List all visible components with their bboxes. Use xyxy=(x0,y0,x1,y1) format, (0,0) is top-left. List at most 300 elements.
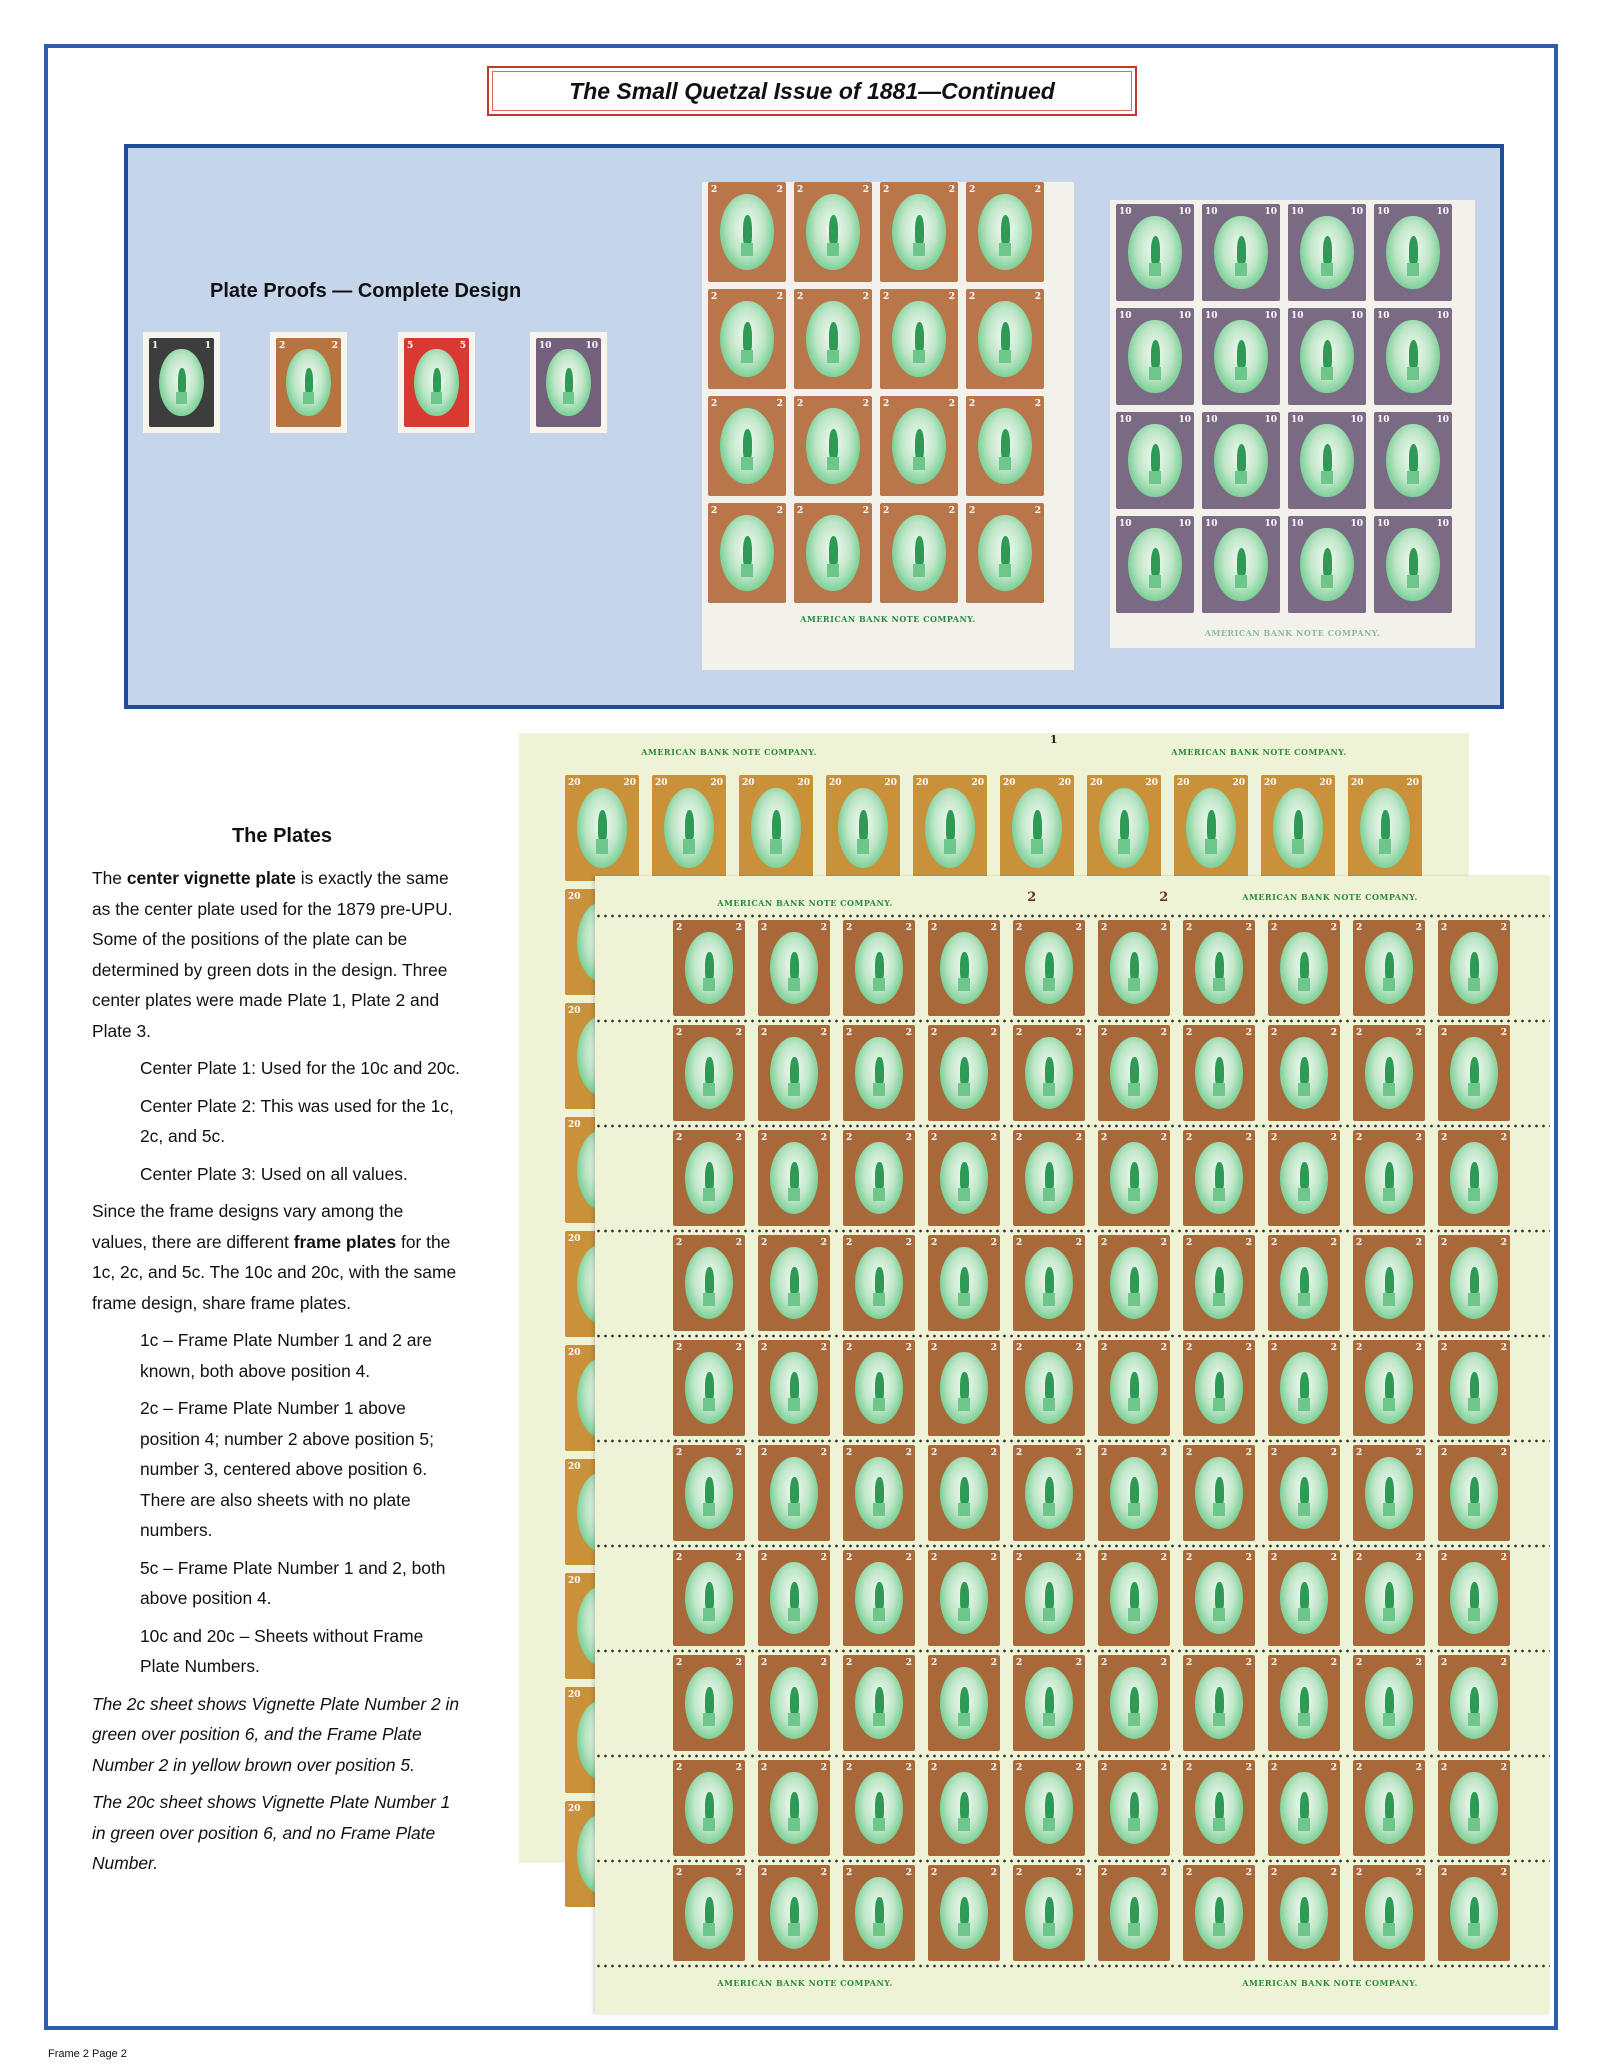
column-perch-icon xyxy=(1043,1083,1055,1096)
column-perch-icon xyxy=(827,564,840,578)
stamp-value-label: 2 xyxy=(1016,1763,1023,1773)
stamp-value-label: 10 xyxy=(1350,415,1363,425)
quetzal-bird-icon xyxy=(1470,952,1479,981)
stamp-value-label: 20 xyxy=(1090,778,1103,788)
column-perch-icon xyxy=(788,1293,800,1306)
stamp xyxy=(1202,204,1280,301)
stamp-value-label: 2 xyxy=(1441,1448,1448,1458)
stamp-vignette xyxy=(770,932,819,1005)
quetzal-bird-icon xyxy=(1470,1582,1479,1611)
quetzal-bird-icon xyxy=(960,1057,969,1086)
stamp-value-label: 2 xyxy=(1271,1868,1278,1878)
stamp-vignette xyxy=(855,1562,904,1635)
quetzal-bird-icon xyxy=(790,1057,799,1086)
stamp xyxy=(1353,1235,1425,1331)
column-perch-icon xyxy=(1128,1503,1140,1516)
column-perch-icon xyxy=(1213,978,1225,991)
quetzal-bird-icon xyxy=(705,1477,714,1506)
column-perch-icon xyxy=(1407,471,1420,484)
stamp xyxy=(1438,1025,1510,1121)
stamp-value-label: 2 xyxy=(1186,1238,1193,1248)
quetzal-bird-icon xyxy=(305,368,313,395)
stamp xyxy=(1353,1130,1425,1226)
stamp-vignette xyxy=(1365,1562,1414,1635)
stamp-vignette xyxy=(1300,320,1353,394)
stamp-value-label: 2 xyxy=(797,185,804,195)
block-10c-imprint: AMERICAN BANK NOTE COMPANY. xyxy=(1204,628,1381,638)
quetzal-bird-icon xyxy=(1045,1162,1054,1191)
stamp-value-label: 2 xyxy=(1186,1028,1193,1038)
stamp-value-label: 2 xyxy=(331,341,338,351)
quetzal-bird-icon xyxy=(1385,1162,1394,1191)
stamp-vignette xyxy=(1110,1877,1159,1950)
quetzal-bird-icon xyxy=(705,952,714,981)
stamp xyxy=(673,920,745,1016)
stamp-value-label: 1 xyxy=(204,341,211,351)
stamp-vignette xyxy=(1110,1562,1159,1635)
quetzal-bird-icon xyxy=(1300,952,1309,981)
quetzal-bird-icon xyxy=(1215,1162,1224,1191)
quetzal-bird-icon xyxy=(705,1687,714,1716)
stamp-value-label: 2 xyxy=(797,506,804,516)
quetzal-bird-icon xyxy=(178,368,186,395)
stamp xyxy=(739,775,813,881)
stamp xyxy=(1098,1550,1170,1646)
proof-block-2c xyxy=(702,182,1074,670)
column-perch-icon xyxy=(873,1398,885,1411)
column-perch-icon xyxy=(1043,1923,1055,1936)
sheet-2c-plate-number-b: 2 xyxy=(1159,890,1169,905)
column-perch-icon xyxy=(873,1818,885,1831)
stamp-vignette xyxy=(940,1877,989,1950)
quetzal-bird-icon xyxy=(915,215,925,245)
quetzal-bird-icon xyxy=(565,368,573,395)
stamp-vignette xyxy=(1195,1772,1244,1845)
stamp-value-label: 2 xyxy=(1330,1343,1337,1353)
stamp-vignette xyxy=(1110,1037,1159,1110)
stamp-value-label: 20 xyxy=(568,892,581,902)
stamp-value-label: 2 xyxy=(1016,1868,1023,1878)
stamp xyxy=(1268,1340,1340,1436)
stamp-value-label: 10 xyxy=(1119,415,1132,425)
stamp-value-label: 2 xyxy=(883,399,890,409)
stamp-value-label: 2 xyxy=(969,292,976,302)
stamp-vignette xyxy=(892,515,945,591)
quetzal-bird-icon xyxy=(1130,1267,1139,1296)
stamp-vignette xyxy=(978,301,1031,377)
stamp-value-label: 10 xyxy=(1291,519,1304,529)
stamp-value-label: 2 xyxy=(1034,506,1041,516)
stamp-value-label: 2 xyxy=(1330,1448,1337,1458)
stamp-value-label: 10 xyxy=(1178,415,1191,425)
quetzal-bird-icon xyxy=(960,1687,969,1716)
stamp xyxy=(880,182,958,282)
quetzal-bird-icon xyxy=(1130,1582,1139,1611)
stamp-value-label: 2 xyxy=(862,185,869,195)
stamp-value-label: 20 xyxy=(568,778,581,788)
stamp-vignette xyxy=(685,932,734,1005)
stamp-vignette xyxy=(1214,528,1267,602)
stamp xyxy=(1013,920,1085,1016)
stamp-value-label: 2 xyxy=(1271,1238,1278,1248)
column-perch-icon xyxy=(1128,978,1140,991)
stamp xyxy=(1116,412,1194,509)
quetzal-bird-icon xyxy=(705,1162,714,1191)
quetzal-bird-icon xyxy=(1215,1687,1224,1716)
stamp-value-label: 2 xyxy=(1500,1448,1507,1458)
column-perch-icon xyxy=(1407,575,1420,588)
stamp xyxy=(758,1865,830,1961)
quetzal-bird-icon xyxy=(1385,1372,1394,1401)
stamp-value-label: 20 xyxy=(568,1690,581,1700)
stamp-value-label: 2 xyxy=(1356,1343,1363,1353)
perforation-row xyxy=(595,1544,1550,1548)
quetzal-bird-icon xyxy=(1130,1792,1139,1821)
stamp-vignette xyxy=(855,1352,904,1425)
column-perch-icon xyxy=(958,1293,970,1306)
stamp-value-label: 2 xyxy=(990,1868,997,1878)
stamp-value-label: 2 xyxy=(1016,1658,1023,1668)
stamp-value-label: 20 xyxy=(1319,778,1332,788)
stamp-vignette xyxy=(1110,1667,1159,1740)
stamp-value-label: 2 xyxy=(969,506,976,516)
stamp xyxy=(1116,308,1194,405)
stamp-vignette xyxy=(1195,1352,1244,1425)
column-perch-icon xyxy=(1321,575,1334,588)
quetzal-bird-icon xyxy=(829,429,839,459)
stamp-value-label: 2 xyxy=(846,1868,853,1878)
column-perch-icon xyxy=(1205,839,1217,853)
stamp xyxy=(1116,516,1194,613)
perforation-row xyxy=(595,1124,1550,1128)
quetzal-bird-icon xyxy=(1385,1057,1394,1086)
stamp-value-label: 2 xyxy=(676,1868,683,1878)
stamp-vignette xyxy=(1280,1457,1329,1530)
stamp-value-label: 2 xyxy=(1356,1763,1363,1773)
stamp xyxy=(928,920,1000,1016)
stamp xyxy=(758,1235,830,1331)
quetzal-bird-icon xyxy=(1323,340,1333,369)
stamp-value-label: 2 xyxy=(1034,185,1041,195)
column-perch-icon xyxy=(703,1818,715,1831)
stamp-vignette xyxy=(685,1877,734,1950)
stamp xyxy=(708,182,786,282)
quetzal-bird-icon xyxy=(1130,1687,1139,1716)
column-perch-icon xyxy=(1407,263,1420,276)
stamp-vignette xyxy=(1365,1352,1414,1425)
quetzal-bird-icon xyxy=(915,322,925,352)
quetzal-bird-icon xyxy=(875,1162,884,1191)
stamp-value-label: 2 xyxy=(1245,923,1252,933)
stamp-value-label: 2 xyxy=(1415,1448,1422,1458)
stamp xyxy=(1353,1865,1425,1961)
quetzal-bird-icon xyxy=(1470,1477,1479,1506)
stamp-value-label: 2 xyxy=(1415,1028,1422,1038)
quetzal-bird-icon xyxy=(1045,952,1054,981)
stamp-value-label: 20 xyxy=(568,1120,581,1130)
stamp-value-label: 2 xyxy=(797,292,804,302)
stamp-value-label: 2 xyxy=(969,185,976,195)
stamp-vignette xyxy=(1099,788,1149,869)
stamp xyxy=(928,1235,1000,1331)
quetzal-bird-icon xyxy=(1385,952,1394,981)
stamp-value-label: 2 xyxy=(820,1238,827,1248)
quetzal-bird-icon xyxy=(960,1897,969,1926)
column-perch-icon xyxy=(1468,1188,1480,1201)
column-perch-icon xyxy=(913,350,926,364)
stamp-vignette xyxy=(1450,1247,1499,1320)
stamp-vignette xyxy=(1450,1142,1499,1215)
stamp-value-label: 2 xyxy=(1034,399,1041,409)
stamp xyxy=(652,775,726,881)
column-perch-icon xyxy=(1235,263,1248,276)
stamp-value-label: 2 xyxy=(1356,1238,1363,1248)
stamp-value-label: 2 xyxy=(990,1553,997,1563)
stamp-value-label: 2 xyxy=(905,1448,912,1458)
column-perch-icon xyxy=(788,1818,800,1831)
stamp-vignette xyxy=(685,1772,734,1845)
stamp xyxy=(673,1655,745,1751)
quetzal-bird-icon xyxy=(1151,548,1161,577)
quetzal-bird-icon xyxy=(1215,1057,1224,1086)
quetzal-bird-icon xyxy=(743,536,753,566)
quetzal-bird-icon xyxy=(875,1267,884,1296)
stamp-value-label: 2 xyxy=(1245,1868,1252,1878)
stamp xyxy=(928,1025,1000,1121)
stamp-value-label: 2 xyxy=(990,1343,997,1353)
stamp-value-label: 2 xyxy=(676,1343,683,1353)
stamp xyxy=(1098,1130,1170,1226)
stamp-vignette xyxy=(1386,216,1439,290)
stamp-vignette xyxy=(1365,1142,1414,1215)
stamp-value-label: 2 xyxy=(761,1133,768,1143)
stamp-vignette xyxy=(1280,932,1329,1005)
stamp-value-label: 2 xyxy=(931,1553,938,1563)
column-perch-icon xyxy=(1298,1398,1310,1411)
column-perch-icon xyxy=(1383,1188,1395,1201)
stamp-vignette xyxy=(1300,528,1353,602)
block-2c-imprint: AMERICAN BANK NOTE COMPANY. xyxy=(800,614,976,624)
stamp-vignette xyxy=(1280,1667,1329,1740)
quetzal-bird-icon xyxy=(743,429,753,459)
proof-single-10c xyxy=(530,332,607,433)
stamp-vignette xyxy=(1280,1772,1329,1845)
stamp-value-label: 10 xyxy=(1119,311,1132,321)
quetzal-bird-icon xyxy=(790,1372,799,1401)
sheet-20c-imprint-left: AMERICAN BANK NOTE COMPANY. xyxy=(641,747,817,757)
column-perch-icon xyxy=(1149,575,1162,588)
stamp-vignette xyxy=(1025,1037,1074,1110)
stamp-value-label: 20 xyxy=(971,778,984,788)
column-perch-icon xyxy=(1383,1713,1395,1726)
stamp-value-label: 2 xyxy=(1245,1238,1252,1248)
stamp-value-label: 2 xyxy=(969,399,976,409)
stamp-value-label: 2 xyxy=(1186,1658,1193,1668)
stamp xyxy=(1261,775,1335,881)
stamp-value-label: 20 xyxy=(884,778,897,788)
column-perch-icon xyxy=(1213,1818,1225,1831)
stamp-vignette xyxy=(286,349,330,417)
stamp-vignette xyxy=(1360,788,1410,869)
stamp-vignette xyxy=(1195,932,1244,1005)
quetzal-bird-icon xyxy=(1323,444,1333,473)
paragraph-frame-plates: Since the frame designs vary among the values, there are different frame plates for the 1c, 2c, and 5c. The 10c and 20c, with the same frame design, share frame plates. xyxy=(92,1201,457,1313)
column-perch-icon xyxy=(788,1608,800,1621)
quetzal-bird-icon xyxy=(960,1162,969,1191)
column-perch-icon xyxy=(1379,839,1391,853)
stamp-value-label: 2 xyxy=(1415,1553,1422,1563)
stamp-value-label: 2 xyxy=(711,506,718,516)
stamp xyxy=(1268,920,1340,1016)
quetzal-bird-icon xyxy=(1385,1267,1394,1296)
stamp-value-label: 2 xyxy=(1160,1028,1167,1038)
column-perch-icon xyxy=(1383,1503,1395,1516)
stamp xyxy=(1013,1655,1085,1751)
stamp xyxy=(1353,920,1425,1016)
stamp-value-label: 2 xyxy=(676,1448,683,1458)
stamp xyxy=(673,1865,745,1961)
stamp-vignette xyxy=(770,1037,819,1110)
stamp-vignette xyxy=(1195,1037,1244,1110)
column-perch-icon xyxy=(1292,839,1304,853)
stamp-value-label: 2 xyxy=(1500,923,1507,933)
stamp xyxy=(1202,516,1280,613)
quetzal-bird-icon xyxy=(1385,1897,1394,1926)
stamp xyxy=(536,338,601,427)
quetzal-bird-icon xyxy=(1300,1057,1309,1086)
column-perch-icon xyxy=(1128,1083,1140,1096)
column-perch-icon xyxy=(1043,978,1055,991)
quetzal-bird-icon xyxy=(1470,1792,1479,1821)
quetzal-bird-icon xyxy=(1300,1162,1309,1191)
stamp xyxy=(1268,1760,1340,1856)
stamp xyxy=(1353,1655,1425,1751)
plate-proofs-heading: Plate Proofs — Complete Design xyxy=(210,280,522,302)
column-perch-icon xyxy=(1468,1608,1480,1621)
proof-single-1c xyxy=(143,332,220,433)
stamp-value-label: 2 xyxy=(1441,1763,1448,1773)
stamp-value-label: 2 xyxy=(846,1343,853,1353)
column-perch-icon xyxy=(873,1923,885,1936)
stamp-value-label: 2 xyxy=(711,292,718,302)
quetzal-bird-icon xyxy=(1237,548,1247,577)
stamp-value-label: 5 xyxy=(407,341,414,351)
column-perch-icon xyxy=(1298,1608,1310,1621)
stamp-vignette xyxy=(1128,424,1181,498)
stamp-vignette xyxy=(770,1352,819,1425)
stamp-vignette xyxy=(770,1772,819,1845)
stamp-value-label: 2 xyxy=(1245,1763,1252,1773)
stamp-vignette xyxy=(855,1877,904,1950)
column-perch-icon xyxy=(1128,1398,1140,1411)
stamp-value-label: 2 xyxy=(820,923,827,933)
stamp xyxy=(928,1550,1000,1646)
stamp-vignette xyxy=(1365,1772,1414,1845)
column-perch-icon xyxy=(1298,1503,1310,1516)
stamp-value-label: 2 xyxy=(761,1868,768,1878)
stamp xyxy=(1098,1445,1170,1541)
stamp-value-label: 2 xyxy=(797,399,804,409)
stamp-value-label: 2 xyxy=(735,1343,742,1353)
stamp-value-label: 2 xyxy=(776,506,783,516)
stamp-value-label: 20 xyxy=(623,778,636,788)
stamp-value-label: 20 xyxy=(710,778,723,788)
stamp-value-label: 2 xyxy=(676,1553,683,1563)
column-perch-icon xyxy=(1213,1503,1225,1516)
stamp-value-label: 10 xyxy=(1436,311,1449,321)
stamp-value-label: 10 xyxy=(1264,415,1277,425)
column-perch-icon xyxy=(788,1503,800,1516)
stamp-value-label: 2 xyxy=(1075,923,1082,933)
stamp xyxy=(276,338,341,427)
stamp xyxy=(1288,204,1366,301)
frame-plate-10c-20c: 10c and 20c – Sheets without Frame Plate Numbers. xyxy=(140,1625,424,1676)
quetzal-bird-icon xyxy=(705,1792,714,1821)
plates-heading: The Plates xyxy=(231,825,333,847)
stamp-vignette xyxy=(1280,1562,1329,1635)
stamp-value-label: 2 xyxy=(931,1448,938,1458)
stamp-vignette xyxy=(770,1457,819,1530)
stamp-value-label: 2 xyxy=(1075,1868,1082,1878)
column-perch-icon xyxy=(788,1713,800,1726)
stamp-value-label: 20 xyxy=(1177,778,1190,788)
quetzal-bird-icon xyxy=(1300,1582,1309,1611)
column-perch-icon xyxy=(1043,1188,1055,1201)
stamp xyxy=(1202,412,1280,509)
stamp xyxy=(1353,1340,1425,1436)
stamp-vignette xyxy=(1450,1562,1499,1635)
stamp-value-label: 10 xyxy=(539,341,552,351)
stamp-value-label: 2 xyxy=(905,1028,912,1038)
column-perch-icon xyxy=(1213,1398,1225,1411)
quetzal-bird-icon xyxy=(1300,1792,1309,1821)
stamp-value-label: 2 xyxy=(1330,923,1337,933)
stamp-value-label: 2 xyxy=(820,1763,827,1773)
paragraph-vignette: The center vignette plate is exactly the same as the center plate used for the 1879 pre-UPU. Some of the positions of the plate can be determined by green dots in the design. Three center plates were made Plate 1, Plate 2 and Plate 3. xyxy=(92,868,453,1041)
stamp xyxy=(1013,1130,1085,1226)
stamp-value-label: 2 xyxy=(1330,1868,1337,1878)
quetzal-bird-icon xyxy=(960,1582,969,1611)
stamp-value-label: 10 xyxy=(1377,207,1390,217)
quetzal-bird-icon xyxy=(1001,215,1011,245)
quetzal-bird-icon xyxy=(743,322,753,352)
stamp-value-label: 2 xyxy=(1441,1133,1448,1143)
column-perch-icon xyxy=(958,1188,970,1201)
stamp-value-label: 2 xyxy=(820,1448,827,1458)
stamp xyxy=(1353,1760,1425,1856)
stamp-vignette xyxy=(414,349,458,417)
stamp-value-label: 10 xyxy=(1350,311,1363,321)
stamp xyxy=(928,1865,1000,1961)
stamp-value-label: 2 xyxy=(735,1763,742,1773)
stamp-vignette xyxy=(770,1877,819,1950)
stamp-value-label: 2 xyxy=(1160,1133,1167,1143)
stamp xyxy=(673,1445,745,1541)
stamp xyxy=(913,775,987,881)
stamp-value-label: 2 xyxy=(776,292,783,302)
quetzal-bird-icon xyxy=(705,1897,714,1926)
stamp xyxy=(1183,1025,1255,1121)
quetzal-bird-icon xyxy=(1045,1372,1054,1401)
stamp-value-label: 2 xyxy=(761,1763,768,1773)
stamp-value-label: 2 xyxy=(1415,1343,1422,1353)
stamp-vignette xyxy=(1365,1667,1414,1740)
stamp-value-label: 2 xyxy=(1101,1238,1108,1248)
stamp-vignette xyxy=(940,1142,989,1215)
quetzal-bird-icon xyxy=(790,1267,799,1296)
column-perch-icon xyxy=(1043,1713,1055,1726)
stamp-value-label: 2 xyxy=(820,1553,827,1563)
